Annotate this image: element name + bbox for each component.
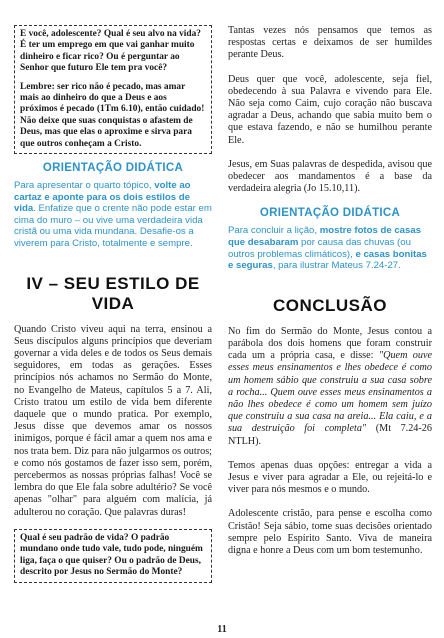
conclusion-quote: "Quem ouve esses meus ensinamentos e lhes obedece é como um homem sábio que construiu a sua casa sobre a rocha... Quem ouve esses meus ensinamentos a não lhes obedece é como um homem sem juízo que construiu a sua casa na areia... Ela caiu, e a sua destruição foi completa": [228, 350, 433, 435]
didatica2-bold-a: mostre fotos de casas que desabaram: [228, 225, 422, 249]
conclusion-title: CONCLUSÃO: [272, 295, 388, 315]
conclusion-text-b: (Mt 7.24-26 NTLH).: [228, 423, 432, 447]
right-column: [228, 0, 432, 557]
didatica1-text-a: Para apresentar o quarto tópico,: [14, 180, 155, 192]
conclusion-text-a: No fim do Sermão do Monte, Jesus contou a parábola dos dois homens que foram construir cada um a própria casa, e disse:: [228, 325, 432, 362]
section-4-body: [14, 324, 212, 519]
right-paragraph-3: Jesus, em Suas palavras de despedida, avisou que obedecer aos mandamentos é a base da verdadeira alegria (Jo 15.10,11).: [228, 158, 432, 195]
reflection-box-bottom: [14, 529, 212, 583]
didatica-block-1: [14, 162, 212, 250]
conclusion-paragraph-2: Temos apenas duas opções: entregar a vida a Jesus e viver para agradar a Ele, ou rejeitá-lo e viver para nós mesmos e o mundo.: [228, 459, 432, 496]
didatica2-text-c: , para ilustrar Mateus 7.24-27.: [272, 260, 401, 272]
conclusion-paragraph-3: Adolescente cristão, para pense e escolha como Cristão! Seja sábio, tome suas decisões orientado sempre pelo Espírito Santo. Viva de maneira digna e honre a Deus com um bom testemunho.: [228, 508, 432, 557]
section4-text-b: para alguém com malícia, já adulterou no coração. Que palavras duras!: [14, 494, 212, 518]
section4-quote: "olhar": [47, 494, 77, 506]
right-paragraph-1: Tantas vezes nós pensamos que temos as respostas certas e deixamos de ser humildes perante Deus.: [228, 25, 432, 61]
reflection-box-top: [14, 25, 212, 154]
didatica2-text-b: por causa das chuvas (ou outros problemas climáticos),: [228, 237, 411, 260]
section-4-paragraph: [14, 324, 212, 519]
didatica-title-2: ORIENTAÇÃO DIDÁTICA: [259, 207, 401, 220]
box-bottom-paragraph: Qual é seu padrão de vida? O padrão mundano onde tudo vale, tudo pode, ninguém liga, faça o que quiser? Ou o padrão de Deus, descrito por Jesus no Sermão do Monte?: [20, 532, 203, 578]
didatica2-text-a: Para concluir a lição,: [228, 225, 320, 237]
right-intro: [228, 25, 432, 195]
conclusion-paragraph-1: [228, 326, 432, 448]
right-paragraph-2: Deus quer que você, adolescente, seja fiel, obedecendo à sua Palavra e vivendo para Ele. Não seja como Caim, cujo coração não buscava agradar a Deus, achando que sabia muito bem o que estava fazendo, e não se humilhou perante Ele.: [228, 73, 432, 146]
conclusion-body: [228, 326, 432, 557]
didatica1-bold-a: volte ao cartaz e aponte para os dois estilos de vida: [14, 180, 191, 215]
didatica-title-1: ORIENTAÇÃO DIDÁTICA: [42, 162, 184, 175]
didatica1-text-b: . Enfatize que o crente não pode estar em cima do muro – ou vive uma verdadeira vida cristã ou uma vida mundana. Desafie-os a viverem para Cristo, totalmente e sempre.: [14, 203, 212, 250]
box-top-paragraph-2: Lembre: ser rico não é pecado, mas amar mais ao dinheiro do que a Deus e aos próximos é pecado (1Tm 6.10), então cuidado! Não deixe que suas conquistas o afastem de Deus, mas que elas o aproxime e sirva para que outros conheçam a Cristo.: [20, 81, 205, 149]
didatica-text-2: [228, 225, 432, 271]
section-4-title: IV – SEU ESTILO DE VIDA: [26, 273, 200, 313]
didatica-text-1: [14, 180, 212, 250]
box-top-paragraph-1: E você, adolescente? Qual é seu alvo na vida? É ter um emprego em que vai ganhar muito dinheiro e ficar rico? Ou é perguntar ao Senhor que futuro Ele tem pra você?: [20, 29, 201, 74]
left-column: [14, 0, 212, 583]
section4-text-a: Quando Cristo viveu aqui na terra, ensinou a Seus discípulos alguns princípios que deveriam governar a vida deles e de todos os Seus demais seguidores, em todas as gerações. Esses princípios nós achamos no Sermão do Monte, no Evangelho de Mateus, capítulos 5 a 7. Ali, Cristo tratou um estilo de vida bem diferente daquele que o mundo pratica. Por exemplo, Jesus disse que devemos amar os nossos inimigos, porque é fácil amar a quem nos ama e nos trata bem. Diz para não julgarmos os outros; e como nós gostamos de fazer isso sem, porém, percebermos as nossas próprias falhas! Você se lembra do que Ele fala sobre adultério? Se você apenas: [14, 323, 212, 506]
page-number: 11: [217, 624, 227, 635]
didatica-block-2: [228, 207, 432, 271]
didatica2-bold-b: e casas bonitas e seguras: [228, 248, 427, 272]
